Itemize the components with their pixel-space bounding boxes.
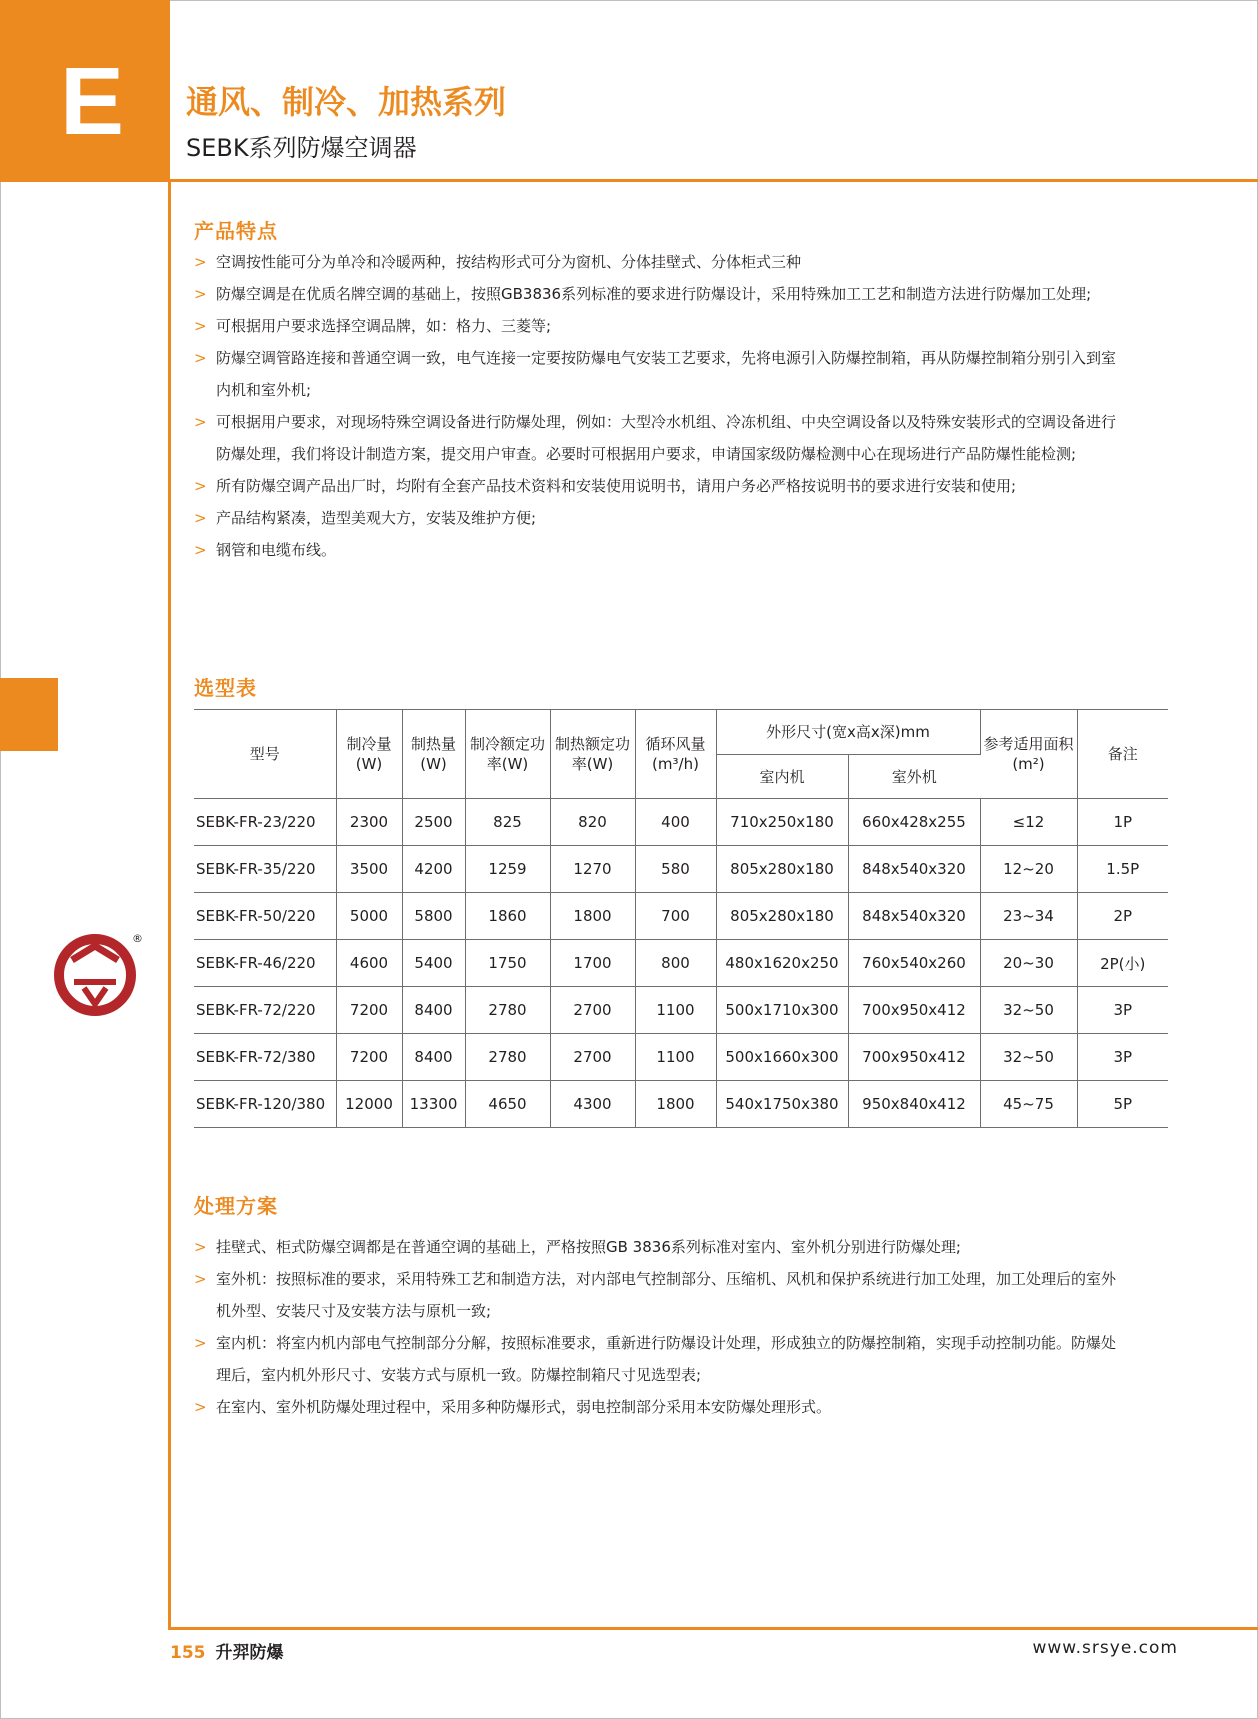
list-item: > 所有防爆空调产品出厂时，均附有全套产品技术资料和安装使用说明书，请用户务必严格按说明书的要求进行安装和使用; (194, 470, 1124, 502)
table-cell: 1259 (465, 846, 550, 893)
table-cell: 5P (1077, 1081, 1168, 1128)
list-item: > 防爆空调是在优质名牌空调的基础上，按照GB3836系列标准的要求进行防爆设计，采用特殊加工工艺和制造方法进行防爆加工处理; (194, 278, 1124, 310)
table-cell: 8400 (402, 987, 465, 1034)
page-number: 155 (170, 1643, 206, 1663)
header-outdoor: 室外机 (848, 755, 980, 799)
table-cell: 950x840x412 (848, 1081, 980, 1128)
table-cell: 1700 (550, 940, 635, 987)
table-cell: 4600 (336, 940, 402, 987)
table-cell: 12~20 (980, 846, 1077, 893)
table-cell: 400 (635, 799, 716, 846)
table-cell: SEBK-FR-50/220 (194, 893, 336, 940)
table-cell: 805x280x180 (716, 846, 848, 893)
table-row (194, 1034, 1168, 1081)
table-cell: 12000 (336, 1081, 402, 1128)
features-heading: 产品特点 (194, 219, 278, 243)
table-cell: 760x540x260 (848, 940, 980, 987)
table-cell: 2P (1077, 893, 1168, 940)
list-item: > 可根据用户要求，对现场特殊空调设备进行防爆处理，例如：大型冷水机组、冷冻机组、中央空调设备以及特殊安装形式的空调设备进行防爆处理，我们将设计制造方案，提交用户审查。必要时可根据用户要求，申请国家级防爆检测中心在现场进行产品防爆性能检测; (194, 406, 1124, 470)
series-title: 通风、制冷、加热系列 (186, 83, 507, 121)
table-row (194, 799, 1168, 846)
table-cell: SEBK-FR-46/220 (194, 940, 336, 987)
list-item: > 在室内、室外机防爆处理过程中，采用多种防爆形式，弱电控制部分采用本安防爆处理形式。 (194, 1391, 1124, 1423)
list-item: > 产品结构紧凑，造型美观大方，安装及维护方便; (194, 502, 1124, 534)
table-cell: 1800 (550, 893, 635, 940)
table-cell: 660x428x255 (848, 799, 980, 846)
table-cell: 20~30 (980, 940, 1077, 987)
header-cooling-capacity: 制冷量(W) (336, 710, 402, 799)
table-row (194, 1081, 1168, 1128)
header-model: 型号 (194, 710, 336, 799)
table-cell: 1750 (465, 940, 550, 987)
list-item: > 空调按性能可分为单冷和冷暖两种，按结构形式可分为窗机、分体挂壁式、分体柜式三种 (194, 246, 1124, 278)
brand-logo-icon (52, 932, 143, 1018)
treatment-list (194, 1231, 1124, 1423)
table-cell: SEBK-FR-35/220 (194, 846, 336, 893)
table-cell: SEBK-FR-23/220 (194, 799, 336, 846)
table-cell: 4300 (550, 1081, 635, 1128)
header-cooling-power: 制冷额定功率(W) (465, 710, 550, 799)
bullet-arrow-icon: > (194, 477, 207, 495)
table-cell: 4650 (465, 1081, 550, 1128)
table-cell: 2780 (465, 1034, 550, 1081)
table-cell: 500x1660x300 (716, 1034, 848, 1081)
table-cell: 1100 (635, 1034, 716, 1081)
bullet-arrow-icon: > (194, 1334, 207, 1352)
table-cell: 3P (1077, 987, 1168, 1034)
table-cell: 5400 (402, 940, 465, 987)
list-item: > 钢管和电缆布线。 (194, 534, 1124, 566)
product-title: SEBK系列防爆空调器 (186, 134, 417, 162)
table-row (194, 940, 1168, 987)
bullet-arrow-icon: > (194, 1398, 207, 1416)
list-item: > 室外机：按照标准的要求，采用特殊工艺和制造方法，对内部电气控制部分、压缩机、风机和保护系统进行加工处理，加工处理后的室外机外型、安装尺寸及安装方法与原机一致; (194, 1263, 1124, 1327)
list-item: > 可根据用户要求选择空调品牌，如：格力、三菱等; (194, 310, 1124, 342)
section-letter: E (60, 48, 125, 155)
table-cell: 2780 (465, 987, 550, 1034)
header-heating-power: 制热额定功率(W) (550, 710, 635, 799)
treatment-heading: 处理方案 (194, 1194, 278, 1218)
table-cell: 800 (635, 940, 716, 987)
header-indoor: 室内机 (716, 755, 848, 799)
table-cell: 8400 (402, 1034, 465, 1081)
table-cell: 5000 (336, 893, 402, 940)
list-item: > 防爆空调管路连接和普通空调一致，电气连接一定要按防爆电气安装工艺要求，先将电源引入防爆控制箱，再从防爆控制箱分别引入到室内机和室外机; (194, 342, 1124, 406)
footer-page-info (170, 1638, 284, 1663)
bullet-arrow-icon: > (194, 1238, 207, 1256)
bullet-arrow-icon: > (194, 413, 207, 431)
table-cell: 2700 (550, 987, 635, 1034)
table-cell: 32~50 (980, 1034, 1077, 1081)
table-row (194, 987, 1168, 1034)
side-tab-marker (0, 678, 58, 751)
table-cell: 1P (1077, 799, 1168, 846)
bullet-arrow-icon: > (194, 253, 207, 271)
table-row (194, 893, 1168, 940)
header-dimensions: 外形尺寸(宽x高x深)mm (716, 710, 980, 755)
table-cell: SEBK-FR-72/380 (194, 1034, 336, 1081)
footer-brand: 升羿防爆 (215, 1643, 284, 1663)
table-cell: 710x250x180 (716, 799, 848, 846)
table-cell: 2500 (402, 799, 465, 846)
table-cell: 3P (1077, 1034, 1168, 1081)
selection-table (194, 709, 1168, 1128)
header-heating-capacity: 制热量(W) (402, 710, 465, 799)
table-cell: 540x1750x380 (716, 1081, 848, 1128)
table-cell: 848x540x320 (848, 893, 980, 940)
bullet-arrow-icon: > (194, 541, 207, 559)
table-row (194, 846, 1168, 893)
table-cell: 848x540x320 (848, 846, 980, 893)
table-cell: 825 (465, 799, 550, 846)
table-cell: 2300 (336, 799, 402, 846)
header-rule (170, 179, 1258, 182)
footer-rule (168, 1627, 1258, 1630)
table-cell: 2P(小) (1077, 940, 1168, 987)
table-cell: 32~50 (980, 987, 1077, 1034)
table-cell: 4200 (402, 846, 465, 893)
table-cell: 805x280x180 (716, 893, 848, 940)
table-cell: 1270 (550, 846, 635, 893)
table-cell: 1860 (465, 893, 550, 940)
list-item: > 室内机：将室内机内部电气控制部分分解，按照标准要求，重新进行防爆设计处理，形成独立的防爆控制箱，实现手动控制功能。防爆处理后，室内机外形尺寸、安装方式与原机一致。防爆控制箱尺寸见选型表; (194, 1327, 1124, 1391)
table-cell: 1.5P (1077, 846, 1168, 893)
table-cell: 700x950x412 (848, 1034, 980, 1081)
header-airflow: 循环风量 (m³/h) (635, 710, 716, 799)
svg-text:®: ® (132, 932, 143, 945)
table-cell: 580 (635, 846, 716, 893)
table-cell: 1800 (635, 1081, 716, 1128)
table-cell: 2700 (550, 1034, 635, 1081)
table-cell: 820 (550, 799, 635, 846)
table-cell: 1100 (635, 987, 716, 1034)
table-cell: 45~75 (980, 1081, 1077, 1128)
table-cell: 700x950x412 (848, 987, 980, 1034)
table-cell: ≤12 (980, 799, 1077, 846)
table-cell: 7200 (336, 987, 402, 1034)
bullet-arrow-icon: > (194, 317, 207, 335)
bullet-arrow-icon: > (194, 285, 207, 303)
table-cell: SEBK-FR-72/220 (194, 987, 336, 1034)
table-cell: 23~34 (980, 893, 1077, 940)
table-cell: 500x1710x300 (716, 987, 848, 1034)
table-header-row (194, 710, 1168, 755)
table-cell: 700 (635, 893, 716, 940)
features-list (194, 246, 1124, 566)
header-area: 参考适用面积(m²) (980, 710, 1077, 799)
table-cell: 3500 (336, 846, 402, 893)
bullet-arrow-icon: > (194, 509, 207, 527)
table-cell: 7200 (336, 1034, 402, 1081)
table-cell: 5800 (402, 893, 465, 940)
bullet-arrow-icon: > (194, 1270, 207, 1288)
list-item: > 挂壁式、柜式防爆空调都是在普通空调的基础上，严格按照GB 3836系列标准对室内、室外机分别进行防爆处理; (194, 1231, 1124, 1263)
footer-website: www.srsye.com (1032, 1638, 1178, 1658)
header-remark: 备注 (1077, 710, 1168, 799)
table-cell: 480x1620x250 (716, 940, 848, 987)
bullet-arrow-icon: > (194, 349, 207, 367)
vertical-rule (168, 182, 171, 1630)
table-cell: 13300 (402, 1081, 465, 1128)
selection-heading: 选型表 (194, 676, 257, 700)
table-cell: SEBK-FR-120/380 (194, 1081, 336, 1128)
